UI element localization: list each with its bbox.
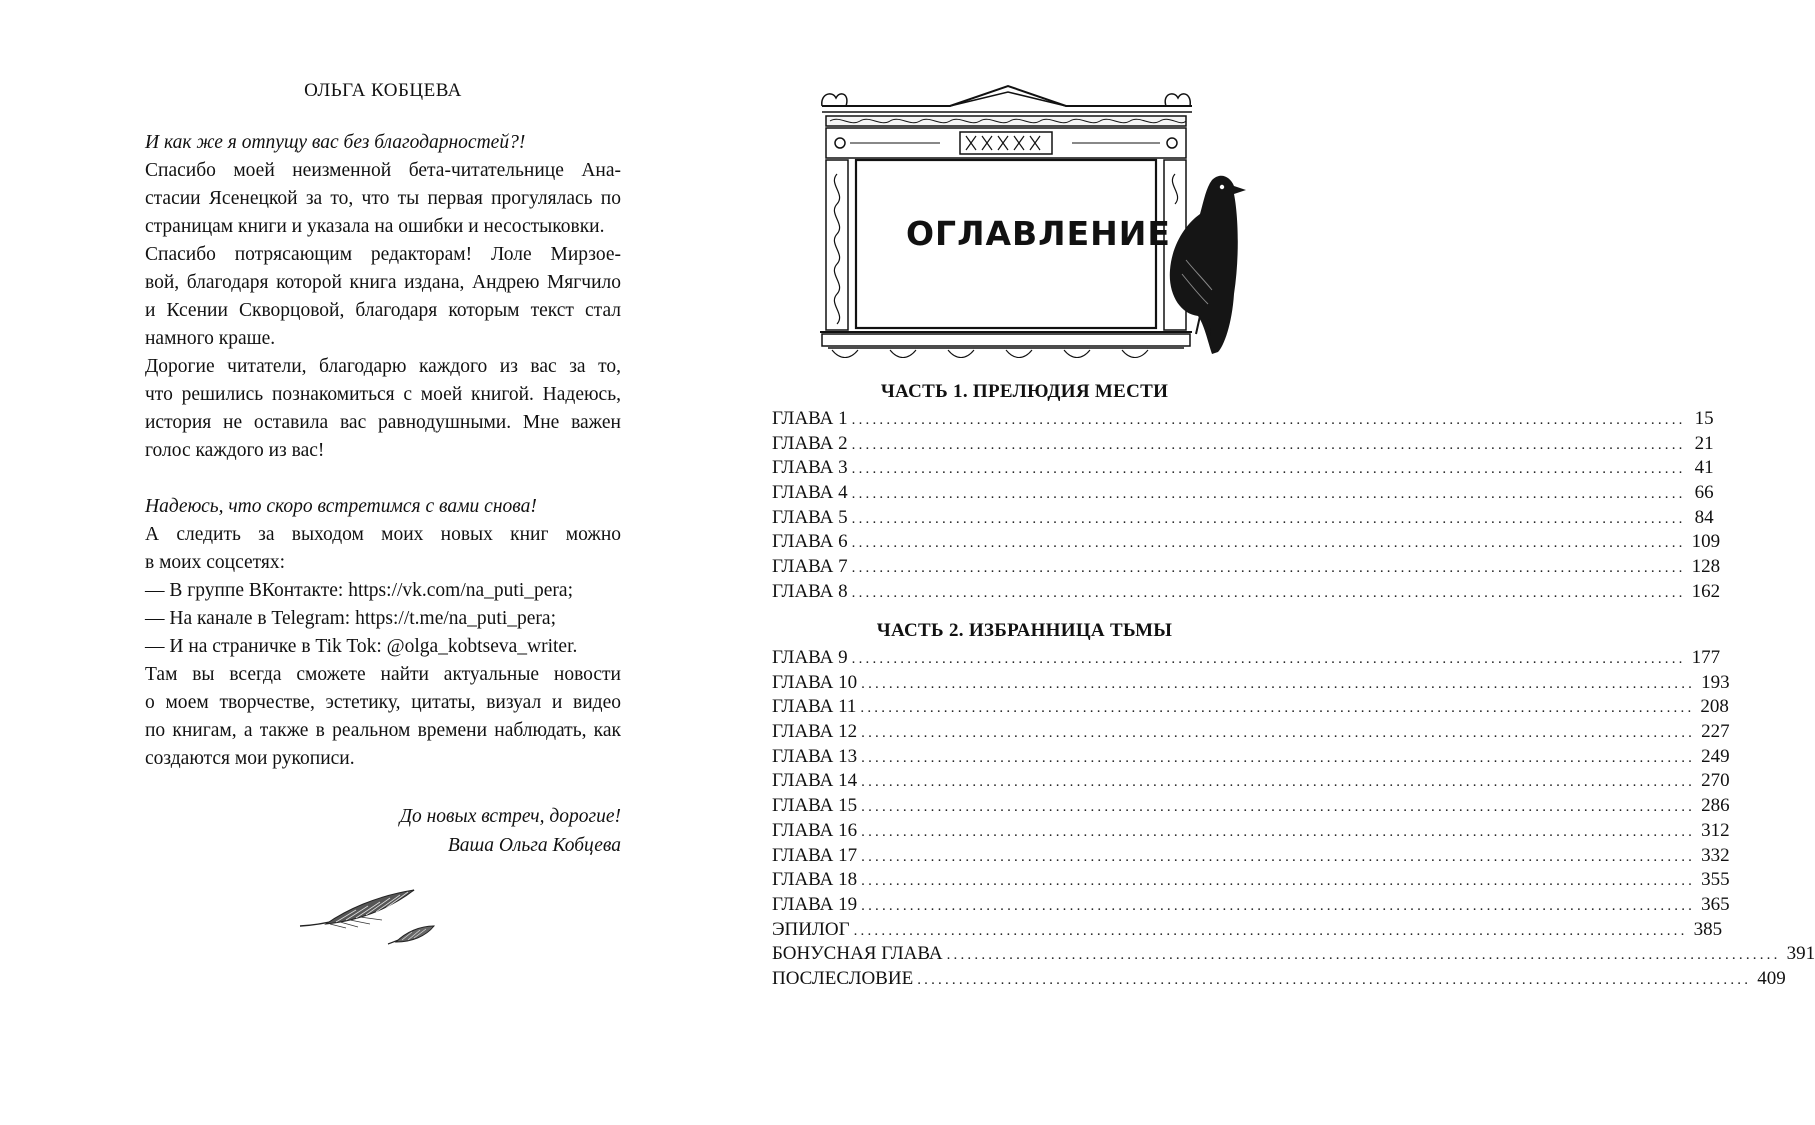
toc-entry[interactable] (772, 671, 1730, 696)
toc-entry[interactable] (772, 530, 1721, 555)
toc-entry[interactable] (772, 745, 1730, 770)
text-line: история не оставила вас равнодушными. Мне важен (145, 412, 621, 433)
toc-entry-label: ГЛАВА 17 (772, 844, 858, 866)
text-line: по книгам, а также в реальном времени наблюдать, как (145, 720, 621, 741)
toc-entry-label: ГЛАВА 7 (772, 556, 848, 578)
toc-leader-dots: ........................................................................................................................ (851, 651, 1686, 667)
toc-entry[interactable] (772, 868, 1730, 893)
text-line: А следить за выходом моих новых книг можно (145, 524, 621, 545)
text-line: в моих соцсетях: (145, 552, 286, 573)
toc-entry-label: ГЛАВА 11 (772, 696, 857, 718)
toc-entry-label: ГЛАВА 10 (772, 671, 858, 693)
toc-entry-label: ГЛАВА 2 (772, 432, 848, 454)
text-line: страницам книги и указала на ошибки и несостыковки. (145, 216, 605, 237)
toc-entry-page: 355 (1701, 869, 1730, 891)
social-link-line: — На канале в Telegram: https://t.me/na_puti_pera; (145, 608, 556, 629)
toc-entry-page: 249 (1701, 745, 1730, 767)
part2-title: ЧАСТЬ 2. ИЗБРАННИЦА ТЬМЫ (876, 620, 1173, 641)
toc-part1-list (772, 407, 1721, 605)
left-page (0, 0, 700, 1125)
text-line: вой, благодаря которой книга издана, Андрею Мягчило (145, 272, 621, 293)
toc-entry-page: 177 (1691, 647, 1721, 668)
hope-line: Надеюсь, что скоро встретимся с вами снова! (145, 496, 537, 517)
toc-entry-page: 109 (1691, 531, 1721, 553)
text-line: о моем творчестве, эстетику, цитаты, визуал и видео (145, 692, 621, 713)
raven-icon (1170, 176, 1246, 354)
text-line: голос каждого из вас! (145, 440, 325, 461)
toc-leader-dots: ........................................................................................................................ (851, 560, 1686, 577)
toc-entry[interactable] (772, 942, 1815, 967)
paragraph-readers (145, 353, 621, 465)
paragraph-editors (145, 241, 621, 353)
toc-leader-dots: ........................................................................................................................ (861, 823, 1696, 840)
toc-leader-dots: ........................................................................................................................ (851, 535, 1686, 552)
toc-part2-list (772, 646, 1815, 992)
text-line: стасии Ясенецкой за то, что ты первая прогулялась по (145, 188, 621, 209)
toc-entry-label: ГЛАВА 4 (772, 482, 848, 504)
toc-entry-label: ГЛАВА 19 (772, 893, 858, 915)
toc-entry-page: 66 (1694, 482, 1714, 504)
toc-entry-page: 15 (1694, 408, 1714, 429)
paragraph-beta-reader (145, 157, 621, 241)
toc-entry-page: 84 (1694, 506, 1714, 528)
toc-entry-page: 227 (1701, 721, 1730, 743)
afterword-text (145, 129, 621, 773)
toc-entry-page: 312 (1701, 819, 1730, 841)
toc-leader-dots: ........................................................................................................................ (851, 584, 1686, 601)
toc-entry-page: 385 (1693, 918, 1723, 940)
toc-leader-dots: ........................................................................................................................ (851, 436, 1686, 453)
toc-leader-dots: ........................................................................................................................ (946, 947, 1781, 964)
toc-entry-page: 332 (1701, 844, 1730, 866)
toc-entry-page: 162 (1691, 580, 1721, 602)
text-line: Дорогие читатели, благодарю каждого из вас за то, (145, 356, 621, 377)
toc-entry-label: ГЛАВА 18 (772, 869, 858, 891)
signature-line-1: До новых встреч, дорогие! (399, 806, 621, 827)
toc-leader-dots: ........................................................................................................................ (851, 486, 1686, 503)
toc-entry[interactable] (772, 967, 1786, 992)
toc-leader-dots: ........................................................................................................................ (861, 873, 1696, 890)
toc-entry-page: 365 (1701, 893, 1730, 915)
toc-entry-page: 41 (1694, 457, 1714, 479)
toc-entry-label: ГЛАВА 12 (772, 721, 858, 743)
toc-entry[interactable] (772, 432, 1714, 457)
toc-leader-dots: ........................................................................................................................ (861, 725, 1696, 742)
toc-entry-label: БОНУСНАЯ ГЛАВА (772, 943, 943, 965)
toc-entry-label: ПОСЛЕСЛОВИЕ (772, 967, 914, 989)
toc-entry-page: 128 (1691, 556, 1721, 578)
toc-leader-dots: ........................................................................................................................ (851, 461, 1686, 478)
paragraph-closing (145, 661, 621, 773)
toc-entry-page: 193 (1701, 671, 1730, 693)
text-line: создаются мои рукописи. (145, 748, 355, 769)
right-page (700, 0, 1815, 1125)
toc-entry[interactable] (772, 407, 1714, 432)
toc-entry[interactable] (772, 918, 1723, 943)
toc-leader-dots: ........................................................................................................................ (851, 412, 1686, 428)
toc-entry-page: 391 (1786, 943, 1815, 965)
signature-line-2: Ваша Ольга Кобцева (447, 835, 621, 856)
toc-entry-page: 409 (1757, 967, 1786, 989)
toc-entry-page: 208 (1700, 696, 1729, 718)
toc-entry[interactable] (772, 580, 1721, 605)
toc-leader-dots: ........................................................................................................................ (861, 675, 1696, 692)
toc-entry-label: ГЛАВА 15 (772, 795, 858, 817)
toc-entry[interactable] (772, 456, 1714, 481)
feathers-icon (296, 880, 446, 952)
social-link-line: — В группе ВКонтакте: https://vk.com/na_puti_pera; (145, 580, 573, 601)
toc-entry-label: ГЛАВА 5 (772, 506, 848, 528)
toc-entry[interactable] (772, 506, 1714, 531)
toc-entry[interactable] (772, 481, 1714, 506)
toc-leader-dots: ........................................................................................................................ (851, 510, 1686, 527)
toc-entry-label: ГЛАВА 16 (772, 819, 858, 841)
toc-entry[interactable] (772, 819, 1730, 844)
toc-leader-dots: ........................................................................................................................ (861, 774, 1696, 791)
toc-leader-dots: ........................................................................................................................ (917, 971, 1752, 988)
toc-entry-page: 286 (1701, 795, 1730, 817)
toc-title: ОГЛАВЛЕНИЕ (906, 214, 1171, 253)
toc-entry[interactable] (772, 695, 1729, 720)
social-links (145, 577, 621, 661)
toc-entry-label: ГЛАВА 14 (772, 770, 858, 792)
toc-entry[interactable] (772, 794, 1730, 819)
opening-line: И как же я отпущу вас без благодарностей?! (145, 132, 526, 153)
toc-entry[interactable] (772, 646, 1721, 671)
toc-entry-label: ГЛАВА 1 (772, 408, 848, 429)
toc-entry-label: ГЛАВА 13 (772, 745, 858, 767)
text-line: Спасибо потрясающим редакторам! Лоле Мирзое- (145, 244, 621, 265)
part1-title: ЧАСТЬ 1. ПРЕЛЮДИЯ МЕСТИ (880, 381, 1169, 402)
text-line: что решились познакомиться с моей книгой. Надеюсь, (145, 384, 621, 405)
text-line: намного краше. (145, 328, 276, 349)
text-line: Там вы всегда сможете найти актуальные новости (145, 664, 621, 685)
toc-entry-label: ЭПИЛОГ (772, 918, 850, 940)
toc-entry[interactable] (772, 720, 1730, 745)
toc-leader-dots: ........................................................................................................................ (861, 799, 1696, 816)
toc-entry-page: 270 (1701, 770, 1730, 792)
toc-entry-label: ГЛАВА 8 (772, 580, 848, 602)
paragraph-follow (145, 521, 621, 577)
text-line: и Ксении Скворцовой, благодаря которым текст стал (145, 300, 621, 321)
toc-leader-dots: ........................................................................................................................ (853, 922, 1688, 939)
toc-leader-dots: ........................................................................................................................ (861, 897, 1696, 914)
text-line: Спасибо моей неизменной бета-читательнице Ана- (145, 160, 621, 181)
social-link-line: — И на страничке в Tik Tok: @olga_kobtseva_writer. (145, 636, 578, 657)
toc-entry-label: ГЛАВА 9 (772, 647, 848, 668)
toc-leader-dots: ........................................................................................................................ (861, 848, 1696, 865)
running-head: ОЛЬГА КОБЦЕВА (304, 80, 462, 101)
toc-entry[interactable] (772, 769, 1730, 794)
toc-entry[interactable] (772, 555, 1721, 580)
toc-entry[interactable] (772, 893, 1730, 918)
toc-leader-dots: ........................................................................................................................ (861, 749, 1696, 766)
toc-entry-label: ГЛАВА 6 (772, 531, 848, 553)
toc-entry-label: ГЛАВА 3 (772, 457, 848, 479)
toc-leader-dots: ........................................................................................................................ (860, 700, 1695, 717)
toc-entry[interactable] (772, 844, 1730, 869)
toc-entry-page: 21 (1694, 432, 1714, 454)
